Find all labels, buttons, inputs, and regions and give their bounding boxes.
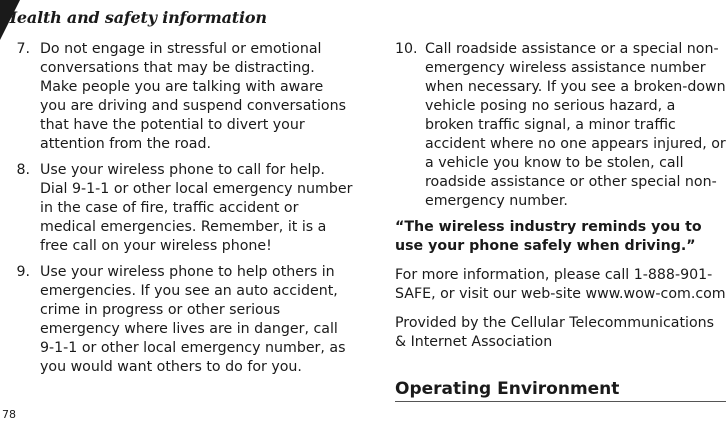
item-text: Use your wireless phone to call for help. Dial 9-1-1 or other local emergency number in the case of fire, traffic accident or medical emergencies. Remember, it is a free call on your wireless phone!	[40, 162, 353, 254]
item-text: Use your wireless phone to help others in emergencies. If you see an auto accident, crime in progress or other serious emergency where lives are in danger, call 9-1-1 or other local emergency number, as you would want others to do for you.	[40, 264, 346, 375]
list-item	[8, 263, 353, 377]
item-number: 7.	[16, 41, 30, 57]
item-text: Do not engage in stressful or emotional conversations that may be distracting. Make people you are talking with aware you are driving and suspend conversations that have the potential to divert your attention from the road.	[40, 41, 346, 152]
provided-by-text: Provided by the Cellular Telecommunications & Internet Association	[395, 315, 715, 350]
section-heading: Operating Environment	[395, 378, 726, 402]
running-header	[0, 8, 267, 27]
item-text: Call roadside assistance or a special non-emergency wireless assistance number when necessary. If you see a broken-down vehicle posing no serious hazard, a broken traffic signal, a minor traffic accident where no one appears injured, or a vehicle you know to be stolen, call roadside assistance or other special non-emergency number.	[425, 41, 726, 209]
header-title: Health and safety information	[2, 8, 267, 27]
right-column	[395, 40, 726, 362]
item-number: 10.	[395, 41, 418, 57]
item-number: 8.	[16, 162, 30, 178]
item-number: 9.	[16, 264, 30, 280]
page-number: 78	[2, 408, 16, 421]
left-column	[8, 40, 353, 384]
list-item	[8, 40, 353, 154]
list-item	[395, 40, 726, 211]
list-item	[8, 161, 353, 256]
safety-quote: “The wireless industry reminds you to use your phone safely when driving.”	[395, 219, 702, 254]
more-info-text: For more information, please call 1-888-901-SAFE, or visit our web-site www.wow-com.com	[395, 267, 726, 302]
